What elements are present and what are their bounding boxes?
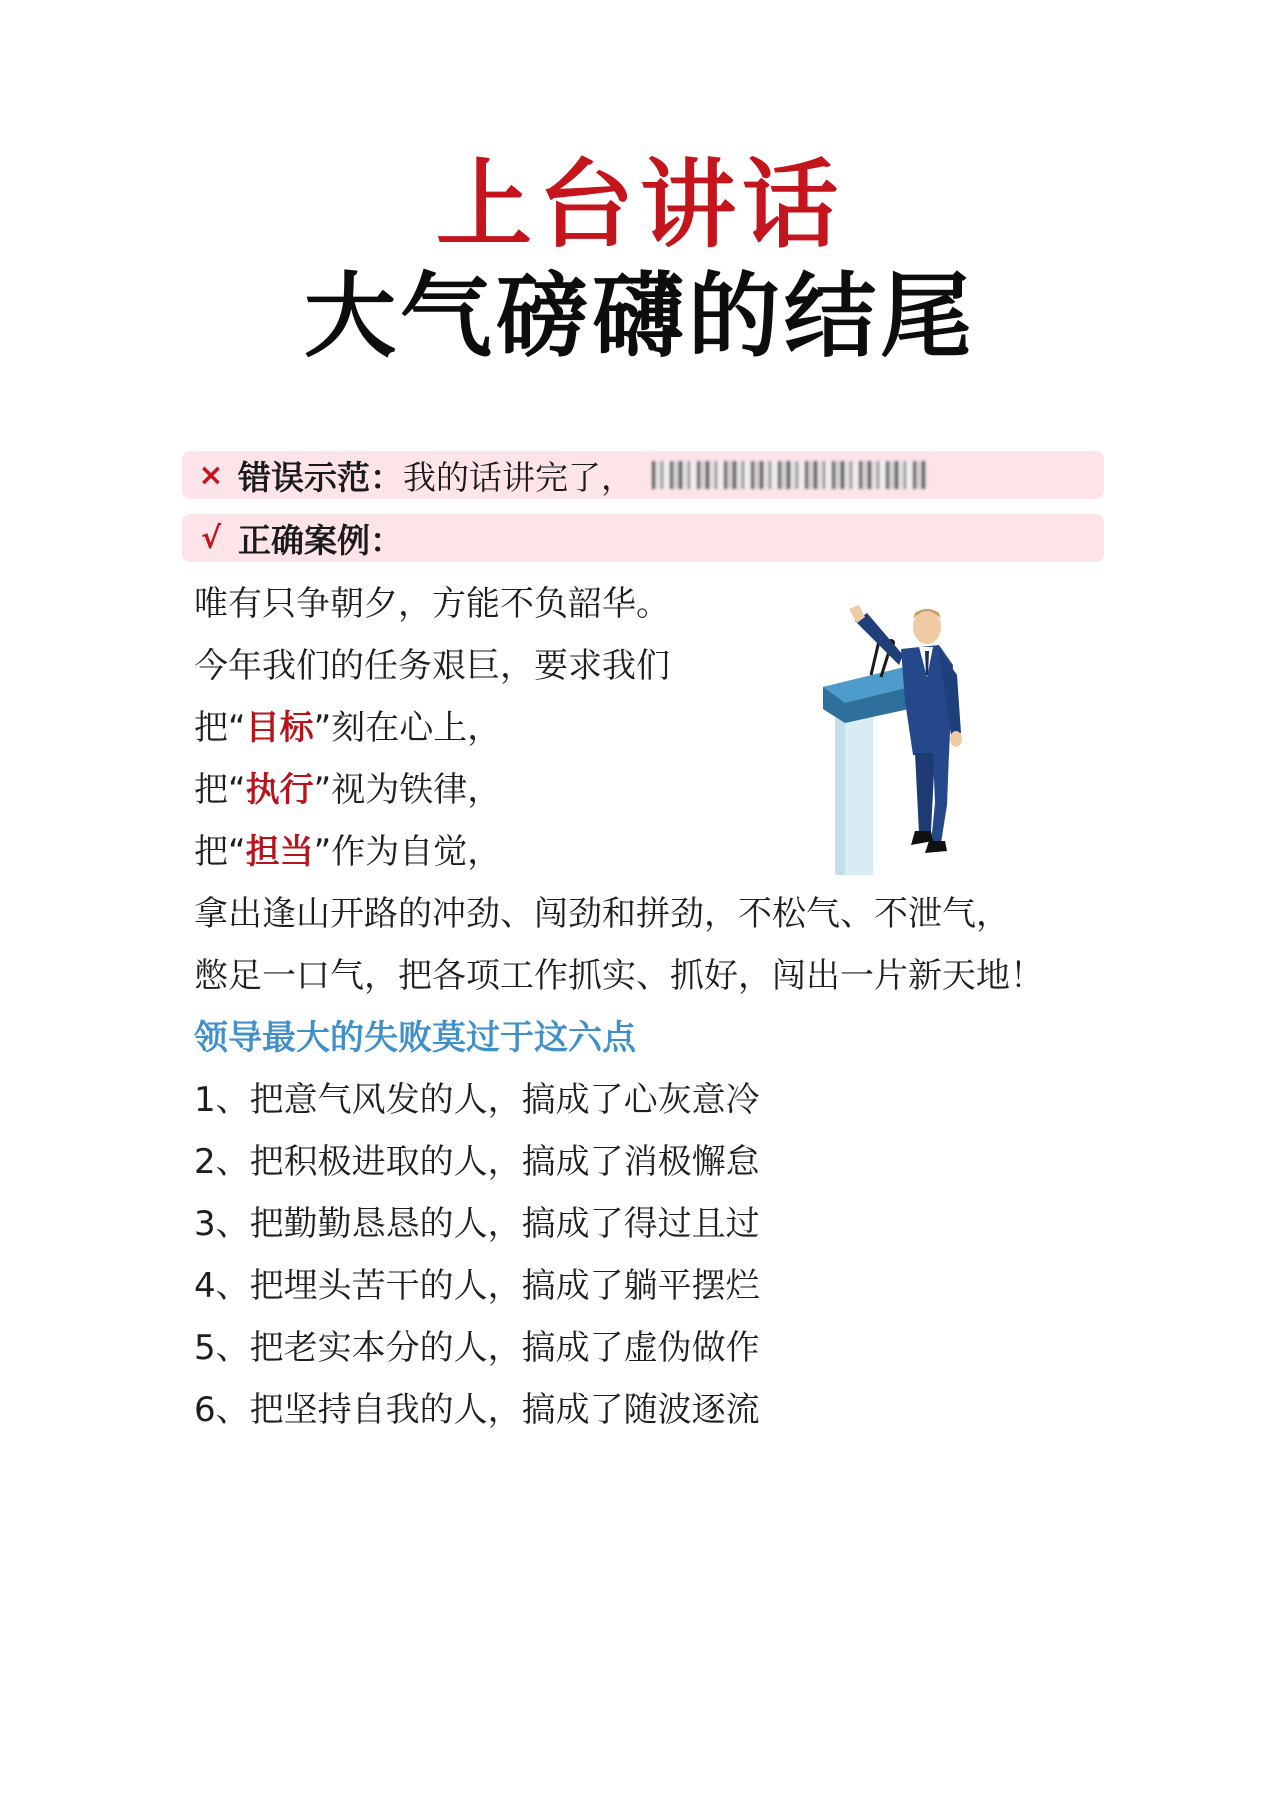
speech-line: 憋足一口气，把各项工作抓实、抓好，闯出一片新天地！ [194,956,1044,996]
wrong-example-text: 我的话讲完了， [403,457,634,497]
speech-line: 今年我们的任务艰巨，要求我们 [194,646,670,686]
title-line-2: 大气磅礴的结尾 [303,263,976,370]
list-item: 3、把勤勤恳恳的人，搞成了得过且过 [194,1204,760,1244]
speech-text: 把“ [194,708,246,748]
speech-text: 把“ [194,770,246,810]
list-item: 6、把坚持自我的人，搞成了随波逐流 [194,1390,760,1430]
cross-icon: × [198,457,224,493]
list-item: 1、把意气风发的人，搞成了心灰意冷 [194,1080,760,1120]
speech-text: ”视为铁律， [313,770,502,810]
highlight-word: 担当 [245,832,314,872]
section-subheading: 领导最大的失败莫过于这六点 [194,1018,636,1058]
speech-line: 唯有只争朝夕，方能不负韶华。 [194,584,670,624]
title-line-1: 上台讲话 [436,149,844,261]
check-icon: √ [200,520,221,556]
right-example-label: 正确案例： [238,520,403,560]
list-item: 2、把积极进取的人，搞成了消极懈怠 [194,1142,760,1182]
blurred-text-redaction [652,461,927,489]
list-item: 4、把埋头苦干的人，搞成了躺平摆烂 [194,1266,760,1306]
wrong-example-bar [182,451,1104,499]
speech-text: ”刻在心上， [313,708,502,748]
highlight-word: 目标 [245,708,314,748]
speech-text: 把“ [194,832,246,872]
speaker-at-podium-icon [815,605,1015,885]
highlight-word: 执行 [245,770,314,810]
wrong-example-label: 错误示范： [238,457,403,497]
list-item: 5、把老实本分的人，搞成了虚伪做作 [194,1328,760,1368]
right-example-bar [182,514,1104,562]
speech-line: 拿出逢山开路的冲劲、闯劲和拼劲，不松气、不泄气， [194,894,1010,934]
page-title [0,150,1280,372]
speech-text: ”作为自觉， [313,832,502,872]
